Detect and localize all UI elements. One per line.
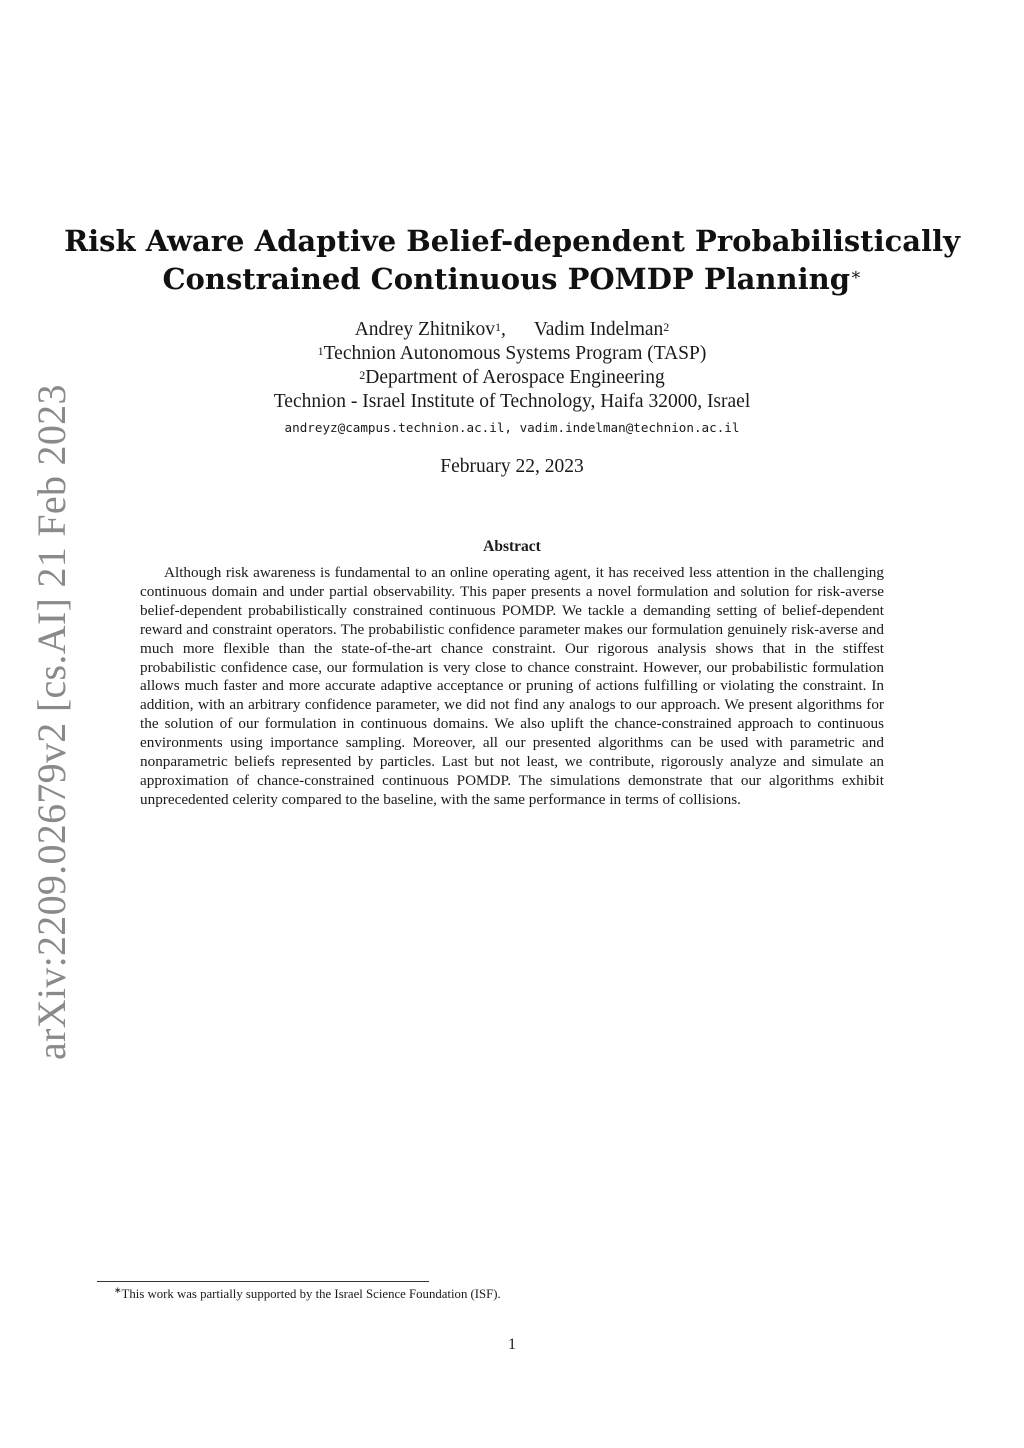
affiliation-2 xyxy=(0,366,1024,390)
abstract-heading: Abstract xyxy=(483,538,541,555)
affiliation-2-text: Department of Aerospace Engineering xyxy=(365,367,665,388)
author-separator: , xyxy=(500,319,506,340)
title-line-1: Risk Aware Adaptive Belief-dependent Probabilistically xyxy=(64,224,960,258)
author-2-mark: 2 xyxy=(663,320,670,334)
author-1-name: Andrey Zhitnikov xyxy=(354,319,495,340)
footnote-text: This work was partially supported by the Israel Science Foundation (ISF). xyxy=(121,1287,501,1301)
page-number: 1 xyxy=(508,1336,516,1353)
affiliation-2-mark: 2 xyxy=(359,368,366,382)
publication-date: February 22, 2023 xyxy=(440,456,584,477)
arxiv-identifier-stamp: arXiv:2209.02679v2 [cs.AI] 21 Feb 2023 xyxy=(29,384,74,1060)
affiliation-1-mark: 1 xyxy=(317,344,324,358)
footnote xyxy=(114,1287,914,1302)
institution: Technion - Israel Institute of Technology, Haifa 32000, Israel xyxy=(273,391,751,412)
title-line-2-text: Constrained Continuous POMDP Planning xyxy=(162,262,850,296)
author-1-mark: 1 xyxy=(494,320,501,334)
author-2-name: Vadim Indelman xyxy=(533,319,664,340)
affiliation-1 xyxy=(0,342,1024,366)
footnote-mark: ∗ xyxy=(114,1285,122,1295)
title-line-2 xyxy=(0,260,1024,298)
title-footnote-mark: ∗ xyxy=(849,265,862,285)
author-emails: andreyz@campus.technion.ac.il, vadim.indelman@technion.ac.il xyxy=(284,420,740,435)
paper-title xyxy=(0,222,1024,298)
abstract-text: Although risk awareness is fundamental to an online operating agent, it has received less attention in the challenging continuous domain and under partial observability. This paper presents a novel formulation and solution for risk-averse belief-dependent probabilistically constrained continuous POMDP. We tackle a demanding setting of belief-dependent reward and constraint operators. The probabilistic confidence parameter makes our formulation genuinely risk-averse and much more flexible than the state-of-the-art chance constraint. Our rigorous analysis shows that in the stiffest probabilistic confidence case, our formulation is very close to chance constraint. However, our probabilistic formulation allows much faster and more accurate adaptive acceptance or pruning of actions fulfilling or violating the constraint. In addition, with an arbitrary confidence parameter, we did not find any analogs to our approach. We present algorithms for the solution of our formulation in continuous domains. We also uplift the chance-constrained approach to continuous environments using importance sampling. Moreover, all our presented algorithms can be used with parametric and nonparametric beliefs represented by particles. Last but not least, we contribute, rigorously analyze and simulate an approximation of chance-constrained continuous POMDP. The simulations demonstrate that our algorithms exhibit unprecedented celerity compared to the baseline, with the same performance in terms of collisions. xyxy=(140,564,884,808)
affiliation-1-text: Technion Autonomous Systems Program (TASP) xyxy=(323,343,707,364)
author-names xyxy=(0,318,1024,342)
author-block xyxy=(0,318,1024,414)
footnote-divider xyxy=(97,1281,429,1282)
